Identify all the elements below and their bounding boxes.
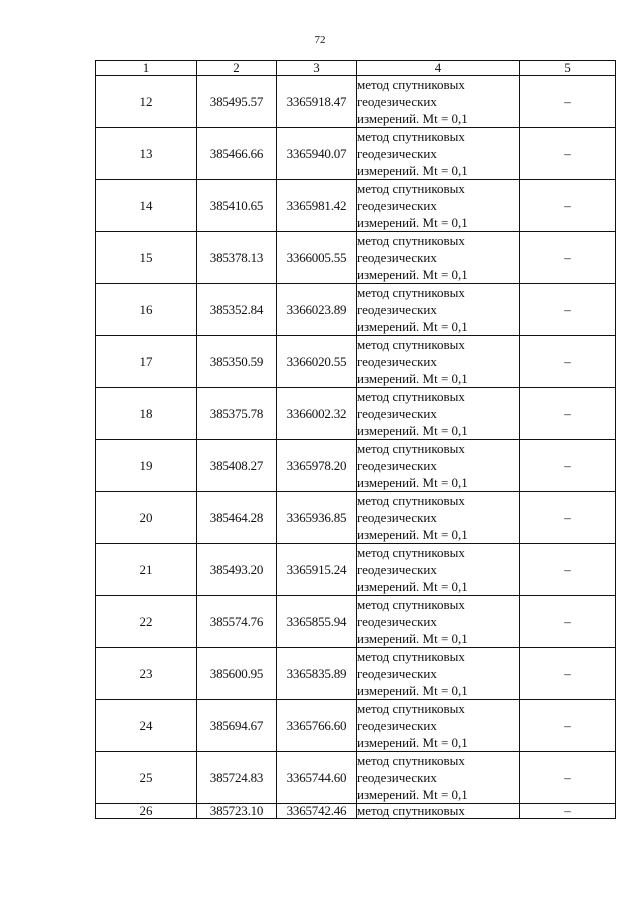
table-row — [96, 752, 616, 804]
coordinate-y: 3365835.89 — [277, 648, 357, 700]
coordinates-table — [95, 60, 616, 819]
method-line: геодезических — [357, 406, 437, 421]
method-line: геодезических — [357, 770, 437, 785]
method-description — [357, 596, 520, 648]
method-line: метод спутниковых — [357, 233, 465, 248]
point-number: 18 — [96, 388, 197, 440]
method-description — [357, 440, 520, 492]
method-description — [357, 180, 520, 232]
table-row — [96, 232, 616, 284]
method-description — [357, 700, 520, 752]
coordinate-x: 385464.28 — [197, 492, 277, 544]
coordinate-y: 3365940.07 — [277, 128, 357, 180]
method-line: измерений. Mt = 0,1 — [357, 371, 468, 386]
accuracy-value: – — [520, 180, 616, 232]
method-description — [357, 284, 520, 336]
coordinate-y: 3365744.60 — [277, 752, 357, 804]
method-line: измерений. Mt = 0,1 — [357, 475, 468, 490]
method-line: измерений. Mt = 0,1 — [357, 319, 468, 334]
method-description — [357, 752, 520, 804]
method-line: геодезических — [357, 198, 437, 213]
accuracy-value: – — [520, 336, 616, 388]
coordinate-y: 3365742.46 — [277, 804, 357, 819]
coordinate-x: 385493.20 — [197, 544, 277, 596]
coordinate-x: 385350.59 — [197, 336, 277, 388]
coordinate-y: 3366023.89 — [277, 284, 357, 336]
point-number: 26 — [96, 804, 197, 819]
accuracy-value: – — [520, 440, 616, 492]
method-line: измерений. Mt = 0,1 — [357, 423, 468, 438]
coordinate-y: 3365918.47 — [277, 76, 357, 128]
accuracy-value: – — [520, 804, 616, 819]
method-line: геодезических — [357, 302, 437, 317]
method-description — [357, 232, 520, 284]
method-line: геодезических — [357, 562, 437, 577]
table-row — [96, 76, 616, 128]
column-header-5: 5 — [520, 61, 616, 76]
method-description — [357, 76, 520, 128]
coordinate-y: 3365855.94 — [277, 596, 357, 648]
method-description: метод спутниковых — [357, 804, 520, 819]
table-row — [96, 544, 616, 596]
table-row — [96, 336, 616, 388]
method-line: измерений. Mt = 0,1 — [357, 163, 468, 178]
accuracy-value: – — [520, 648, 616, 700]
method-line: геодезических — [357, 614, 437, 629]
method-line: измерений. Mt = 0,1 — [357, 683, 468, 698]
point-number: 14 — [96, 180, 197, 232]
point-number: 12 — [96, 76, 197, 128]
point-number: 17 — [96, 336, 197, 388]
method-line: измерений. Mt = 0,1 — [357, 579, 468, 594]
method-line: геодезических — [357, 666, 437, 681]
coordinate-x: 385495.57 — [197, 76, 277, 128]
coordinate-x: 385723.10 — [197, 804, 277, 819]
coordinate-x: 385724.83 — [197, 752, 277, 804]
column-header-3: 3 — [277, 61, 357, 76]
coordinate-y: 3365981.42 — [277, 180, 357, 232]
coordinate-x: 385352.84 — [197, 284, 277, 336]
header-row — [96, 61, 616, 76]
table-row — [96, 388, 616, 440]
method-description — [357, 388, 520, 440]
coordinate-x: 385378.13 — [197, 232, 277, 284]
point-number: 25 — [96, 752, 197, 804]
method-line: метод спутниковых — [357, 701, 465, 716]
method-line: метод спутниковых — [357, 441, 465, 456]
method-line: геодезических — [357, 718, 437, 733]
coordinate-y: 3365978.20 — [277, 440, 357, 492]
coordinate-x: 385408.27 — [197, 440, 277, 492]
accuracy-value: – — [520, 76, 616, 128]
page-number: 72 — [314, 34, 326, 46]
table-body — [96, 76, 616, 819]
method-line: измерений. Mt = 0,1 — [357, 735, 468, 750]
method-line: геодезических — [357, 250, 437, 265]
point-number: 20 — [96, 492, 197, 544]
point-number: 19 — [96, 440, 197, 492]
point-number: 24 — [96, 700, 197, 752]
column-header-4: 4 — [357, 61, 520, 76]
coordinate-y: 3365766.60 — [277, 700, 357, 752]
method-line: измерений. Mt = 0,1 — [357, 631, 468, 646]
method-line: метод спутниковых — [357, 545, 465, 560]
table-row — [96, 492, 616, 544]
method-line: метод спутниковых — [357, 649, 465, 664]
accuracy-value: – — [520, 388, 616, 440]
accuracy-value: – — [520, 492, 616, 544]
table-row — [96, 128, 616, 180]
method-line: измерений. Mt = 0,1 — [357, 215, 468, 230]
table-row — [96, 596, 616, 648]
method-line: геодезических — [357, 146, 437, 161]
accuracy-value: – — [520, 284, 616, 336]
method-line: метод спутниковых — [357, 181, 465, 196]
coordinate-y: 3366002.32 — [277, 388, 357, 440]
method-line: метод спутниковых — [357, 285, 465, 300]
method-line: геодезических — [357, 94, 437, 109]
coordinate-y: 3366020.55 — [277, 336, 357, 388]
method-description — [357, 492, 520, 544]
coordinate-y: 3366005.55 — [277, 232, 357, 284]
point-number: 13 — [96, 128, 197, 180]
accuracy-value: – — [520, 232, 616, 284]
method-description — [357, 648, 520, 700]
method-line: измерений. Mt = 0,1 — [357, 527, 468, 542]
table-row — [96, 284, 616, 336]
column-header-1: 1 — [96, 61, 197, 76]
table-row — [96, 440, 616, 492]
table-row — [96, 700, 616, 752]
method-line: метод спутниковых — [357, 493, 465, 508]
method-line: измерений. Mt = 0,1 — [357, 267, 468, 282]
coordinate-x: 385410.65 — [197, 180, 277, 232]
method-description — [357, 544, 520, 596]
point-number: 15 — [96, 232, 197, 284]
method-line: метод спутниковых — [357, 753, 465, 768]
coordinate-x: 385600.95 — [197, 648, 277, 700]
coordinate-x: 385574.76 — [197, 596, 277, 648]
method-description — [357, 336, 520, 388]
method-line: метод спутниковых — [357, 129, 465, 144]
point-number: 16 — [96, 284, 197, 336]
coordinate-x: 385375.78 — [197, 388, 277, 440]
accuracy-value: – — [520, 752, 616, 804]
accuracy-value: – — [520, 596, 616, 648]
accuracy-value: – — [520, 128, 616, 180]
accuracy-value: – — [520, 544, 616, 596]
point-number: 23 — [96, 648, 197, 700]
method-line: геодезических — [357, 354, 437, 369]
point-number: 22 — [96, 596, 197, 648]
coordinate-x: 385466.66 — [197, 128, 277, 180]
method-line: метод спутниковых — [357, 337, 465, 352]
point-number: 21 — [96, 544, 197, 596]
method-description — [357, 128, 520, 180]
method-line: геодезических — [357, 510, 437, 525]
coordinate-x: 385694.67 — [197, 700, 277, 752]
table-row-last — [96, 804, 616, 819]
method-line: измерений. Mt = 0,1 — [357, 111, 468, 126]
method-line: геодезических — [357, 458, 437, 473]
accuracy-value: – — [520, 700, 616, 752]
method-line: метод спутниковых — [357, 77, 465, 92]
table-row — [96, 180, 616, 232]
coordinate-y: 3365936.85 — [277, 492, 357, 544]
method-line: метод спутниковых — [357, 597, 465, 612]
method-line: метод спутниковых — [357, 389, 465, 404]
column-header-2: 2 — [197, 61, 277, 76]
method-line: измерений. Mt = 0,1 — [357, 787, 468, 802]
table-row — [96, 648, 616, 700]
coordinate-y: 3365915.24 — [277, 544, 357, 596]
